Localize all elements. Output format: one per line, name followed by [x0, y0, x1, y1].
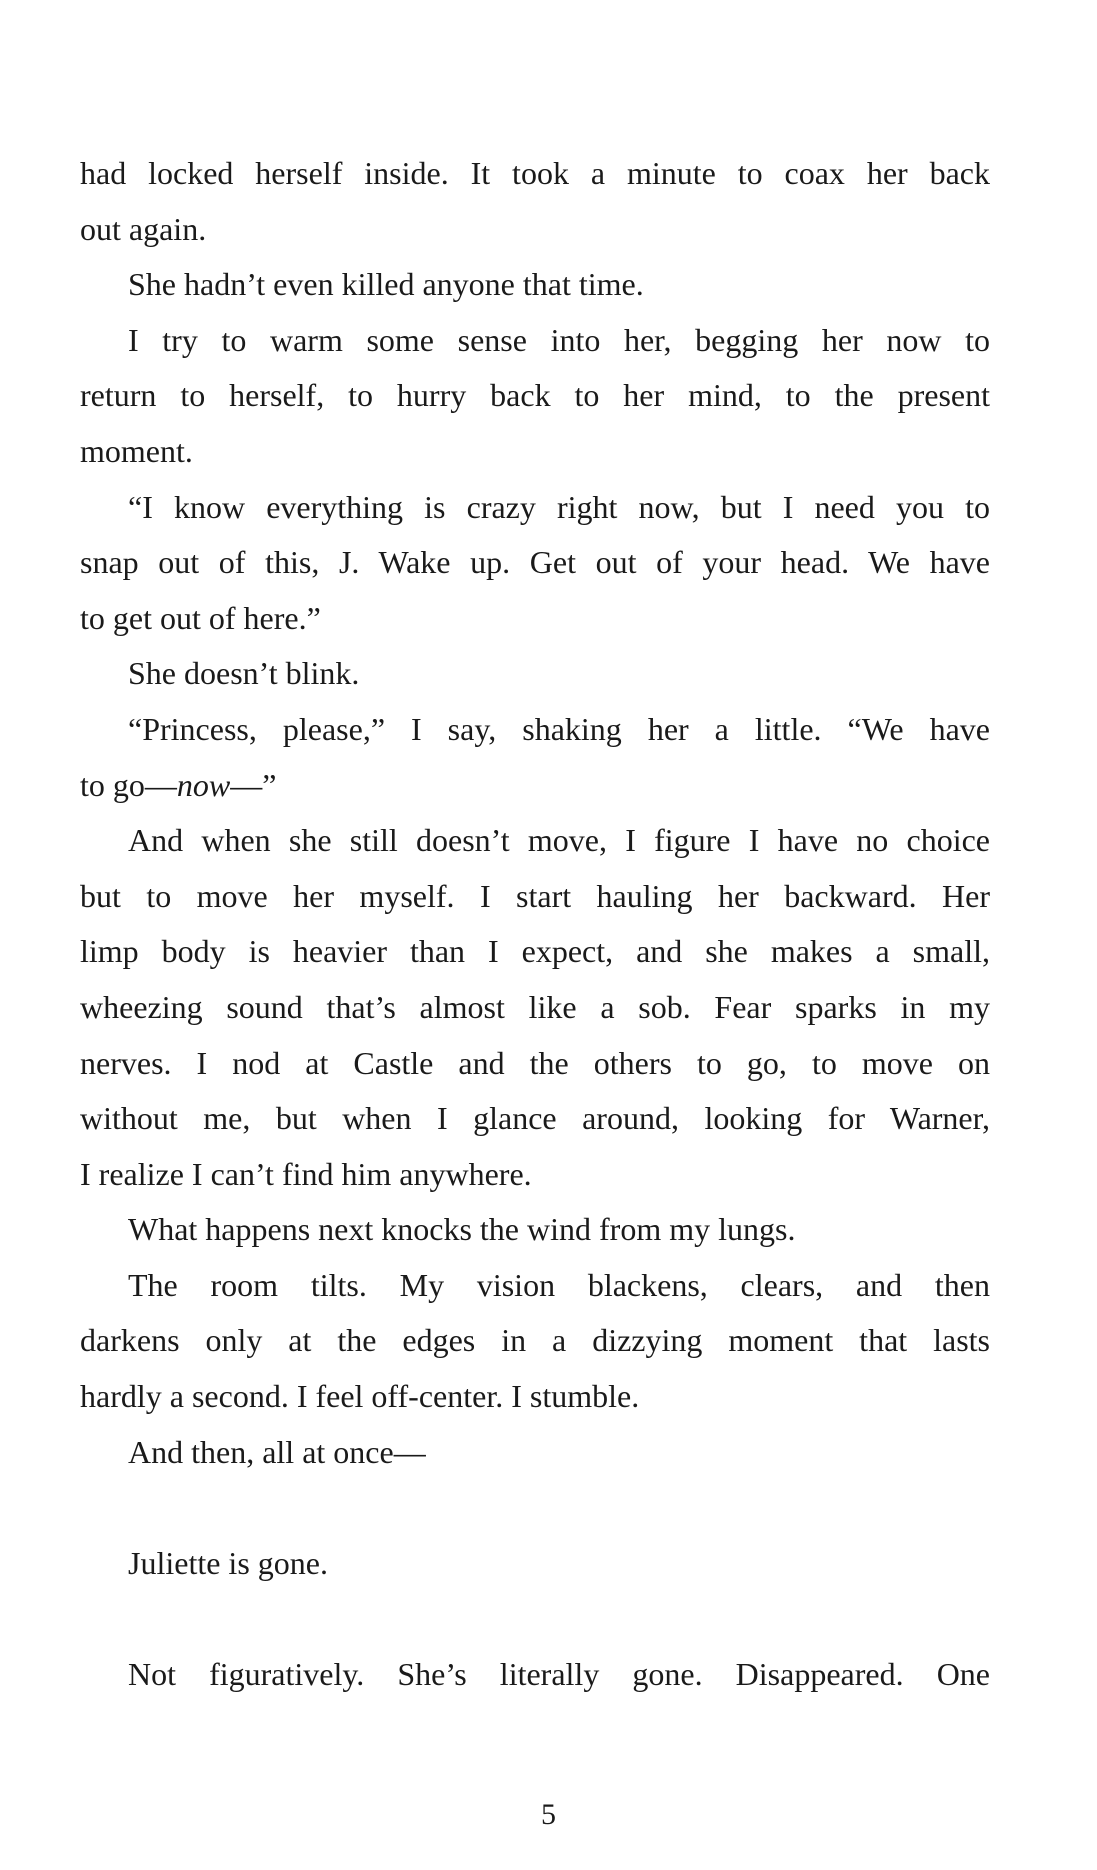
text-line: to get out of here.” [80, 599, 321, 636]
text-line: snap out of this, J. Wake up. Get out of your head. We have [80, 544, 990, 581]
text-line: Juliette is gone. [128, 1544, 328, 1581]
text-line: nerves. I nod at Castle and the others to go, to move on [80, 1044, 990, 1081]
text-line: The room tilts. My vision blackens, clears, and then [128, 1266, 990, 1303]
text-line: without me, but when I glance around, looking for Warner, [80, 1100, 990, 1137]
text-line: but to move her myself. I start hauling her backward. Her [80, 877, 990, 914]
text-line: darkens only at the edges in a dizzying moment that lasts [80, 1322, 990, 1359]
text-line: I realize I can’t find him anywhere. [80, 1155, 532, 1192]
text-line: limp body is heavier than I expect, and she makes a small, [80, 933, 990, 970]
page-number: 5 [541, 1798, 556, 1831]
text-line: return to herself, to hurry back to her mind, to the present [80, 377, 990, 414]
text-line: had locked herself inside. It took a minute to coax her back [80, 155, 990, 191]
text-line: out again. [80, 210, 207, 247]
text-line: “I know everything is crazy right now, but I need you to [128, 488, 990, 525]
text-line: “Princess, please,” I say, shaking her a little. “We have [128, 710, 990, 747]
text-line: hardly a second. I feel off-center. I stumble. [80, 1378, 640, 1415]
text-line [80, 758, 990, 814]
text-line: moment. [80, 432, 193, 469]
text-line: She doesn’t blink. [128, 655, 360, 692]
text-line: Not figuratively. She’s literally gone. Disappeared. One [128, 1656, 990, 1693]
text-line: I try to warm some sense into her, begging her now to [128, 321, 990, 358]
text-line: She hadn’t even killed anyone that time. [128, 266, 644, 303]
section-gap [80, 1480, 990, 1536]
section-gap [80, 1591, 990, 1647]
text-line: wheezing sound that’s almost like a sob. Fear sparks in my [80, 988, 990, 1025]
text-line: And then, all at once— [128, 1433, 426, 1470]
text-line: What happens next knocks the wind from my lungs. [128, 1211, 796, 1248]
text-line: And when she still doesn’t move, I figure I have no choice [128, 822, 990, 859]
body-text [80, 146, 990, 1703]
emphasized-word: now [176, 766, 231, 803]
text-fragment: to go— [80, 766, 177, 803]
text-fragment: —” [230, 766, 277, 803]
